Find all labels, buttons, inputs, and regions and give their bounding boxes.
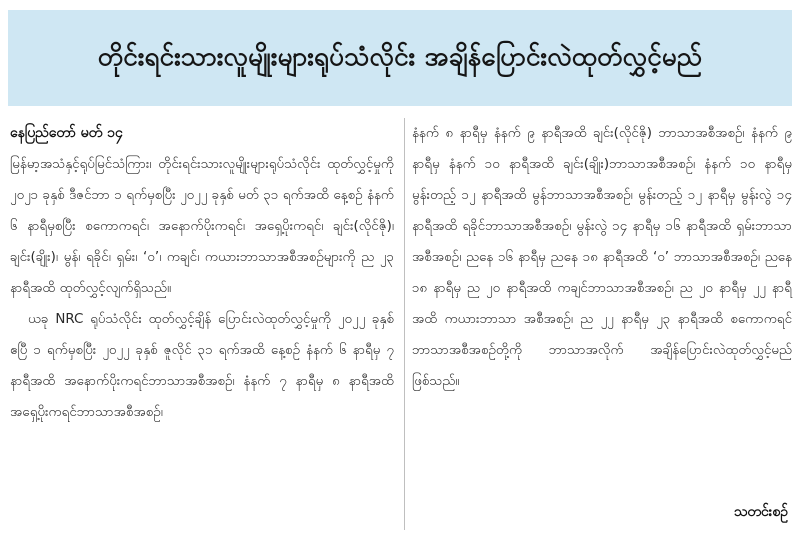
paragraph-3: နံနက် ၈ နာရီမှ နံနက် ၉ နာရီအထိ ချင်း(လိုင်ဇို) ဘာသာအစီအစဉ်၊ နံနက် ၉ နာရီမှ နံနက် ၁၀ နာရီအထိ ချင်း(ချိုး)ဘာသာအစီအစဉ်၊ နံနက် ၁၀ နာရီမှ မွန်းတည့် ၁၂ နာရီအထိ မွန်ဘာသာအစီအစဉ်၊ မွန်းတည့် ၁၂ နာရီမှ မွန်းလွဲ ၁၄ နာရီအထိ ရခိုင်ဘာသာအစီအစဉ်၊ မွန်းလွဲ ၁၄ နာရီမှ ၁၆ နာရီအထိ ရှမ်းဘာသာအစီအစဉ်၊ ညနေ ၁၆ နာရီမှ ညနေ ၁၈ နာရီအထိ ‘ဝ’ ဘာသာအစီအစဉ်၊ ညနေ ၁၈ နာရီမှ ည ၂၀ နာရီအထိ ကချင်ဘာသာအစီအစဉ်၊ ည ၂၀ နာရီမှ ၂၂ နာရီအထိ ကယားဘာသာ အစီအစဉ်၊ ည ၂၂ နာရီမှ ၂၃ နာရီအထိ စကောကရင်ဘာသာအစီအစဉ်တို့ကို ဘာသာအလိုက် အချိန်ပြောင်းလဲထုတ်လွှင့်မည်ဖြစ်သည်။ [412, 126, 792, 389]
article-left-column [10, 118, 394, 428]
article-right-column [412, 118, 792, 397]
byline: သတင်းစဉ် [733, 504, 788, 520]
paragraph-2: ယခု NRC ရုပ်သံလိုင်း ထုတ်လွှင့်ချိန် ပြောင်းလဲထုတ်လွှင့်မှုကို ၂၀၂၂ ခုနှစ် ဧပြီ ၁ ရက်မှစပြီး ၂၀၂၂ ခုနှစ် ဇူလိုင် ၃၁ ရက်အထိ နေ့စဉ် နံနက် ၆ နာရီမှ ၇ နာရီအထိ အနောက်ပိုးကရင်ဘာသာအစီအစဉ်၊ နံနက် ၇ နာရီမှ ၈ နာရီအထိ အရှေ့ပိုးကရင်ဘာသာအစီအစဉ်၊ [10, 312, 394, 420]
paragraph-1: မြန်မာ့အသံနှင့်ရုပ်မြင်သံကြား၊ တိုင်းရင်းသားလူမျိုးများရုပ်သံလိုင်း ထုတ်လွှင့်မှုကို ၂၀၂၁ ခုနှစ် ဒီဇင်ဘာ ၁ ရက်မှစပြီး ၂၀၂၂ ခုနှစ် မတ် ၃၁ ရက်အထိ နေ့စဉ် နံနက် ၆ နာရီမှစပြီး စကောကရင်၊ အနောက်ပိုးကရင်၊ အရှေ့ပိုးကရင်၊ ချင်း(လိုင်ဇို)၊ ချင်း(ချိုး)၊ မွန်၊ ရခိုင်၊ ရှမ်း၊ ‘ဝ’၊ ကချင်၊ ကယားဘာသာအစီအစဉ်များကို ည ၂၃ နာရီအထိ ထုတ်လွှင့်လျက်ရှိသည်။ [10, 157, 394, 296]
column-divider [404, 118, 405, 530]
headline: တိုင်းရင်းသားလူမျိုးများရုပ်သံလိုင်း အချိန်ပြောင်းလဲထုတ်လွှင့်မည် [97, 41, 703, 72]
headline-banner [8, 10, 792, 106]
dateline: နေပြည်တော် မတ် ၁၄ [10, 125, 123, 141]
